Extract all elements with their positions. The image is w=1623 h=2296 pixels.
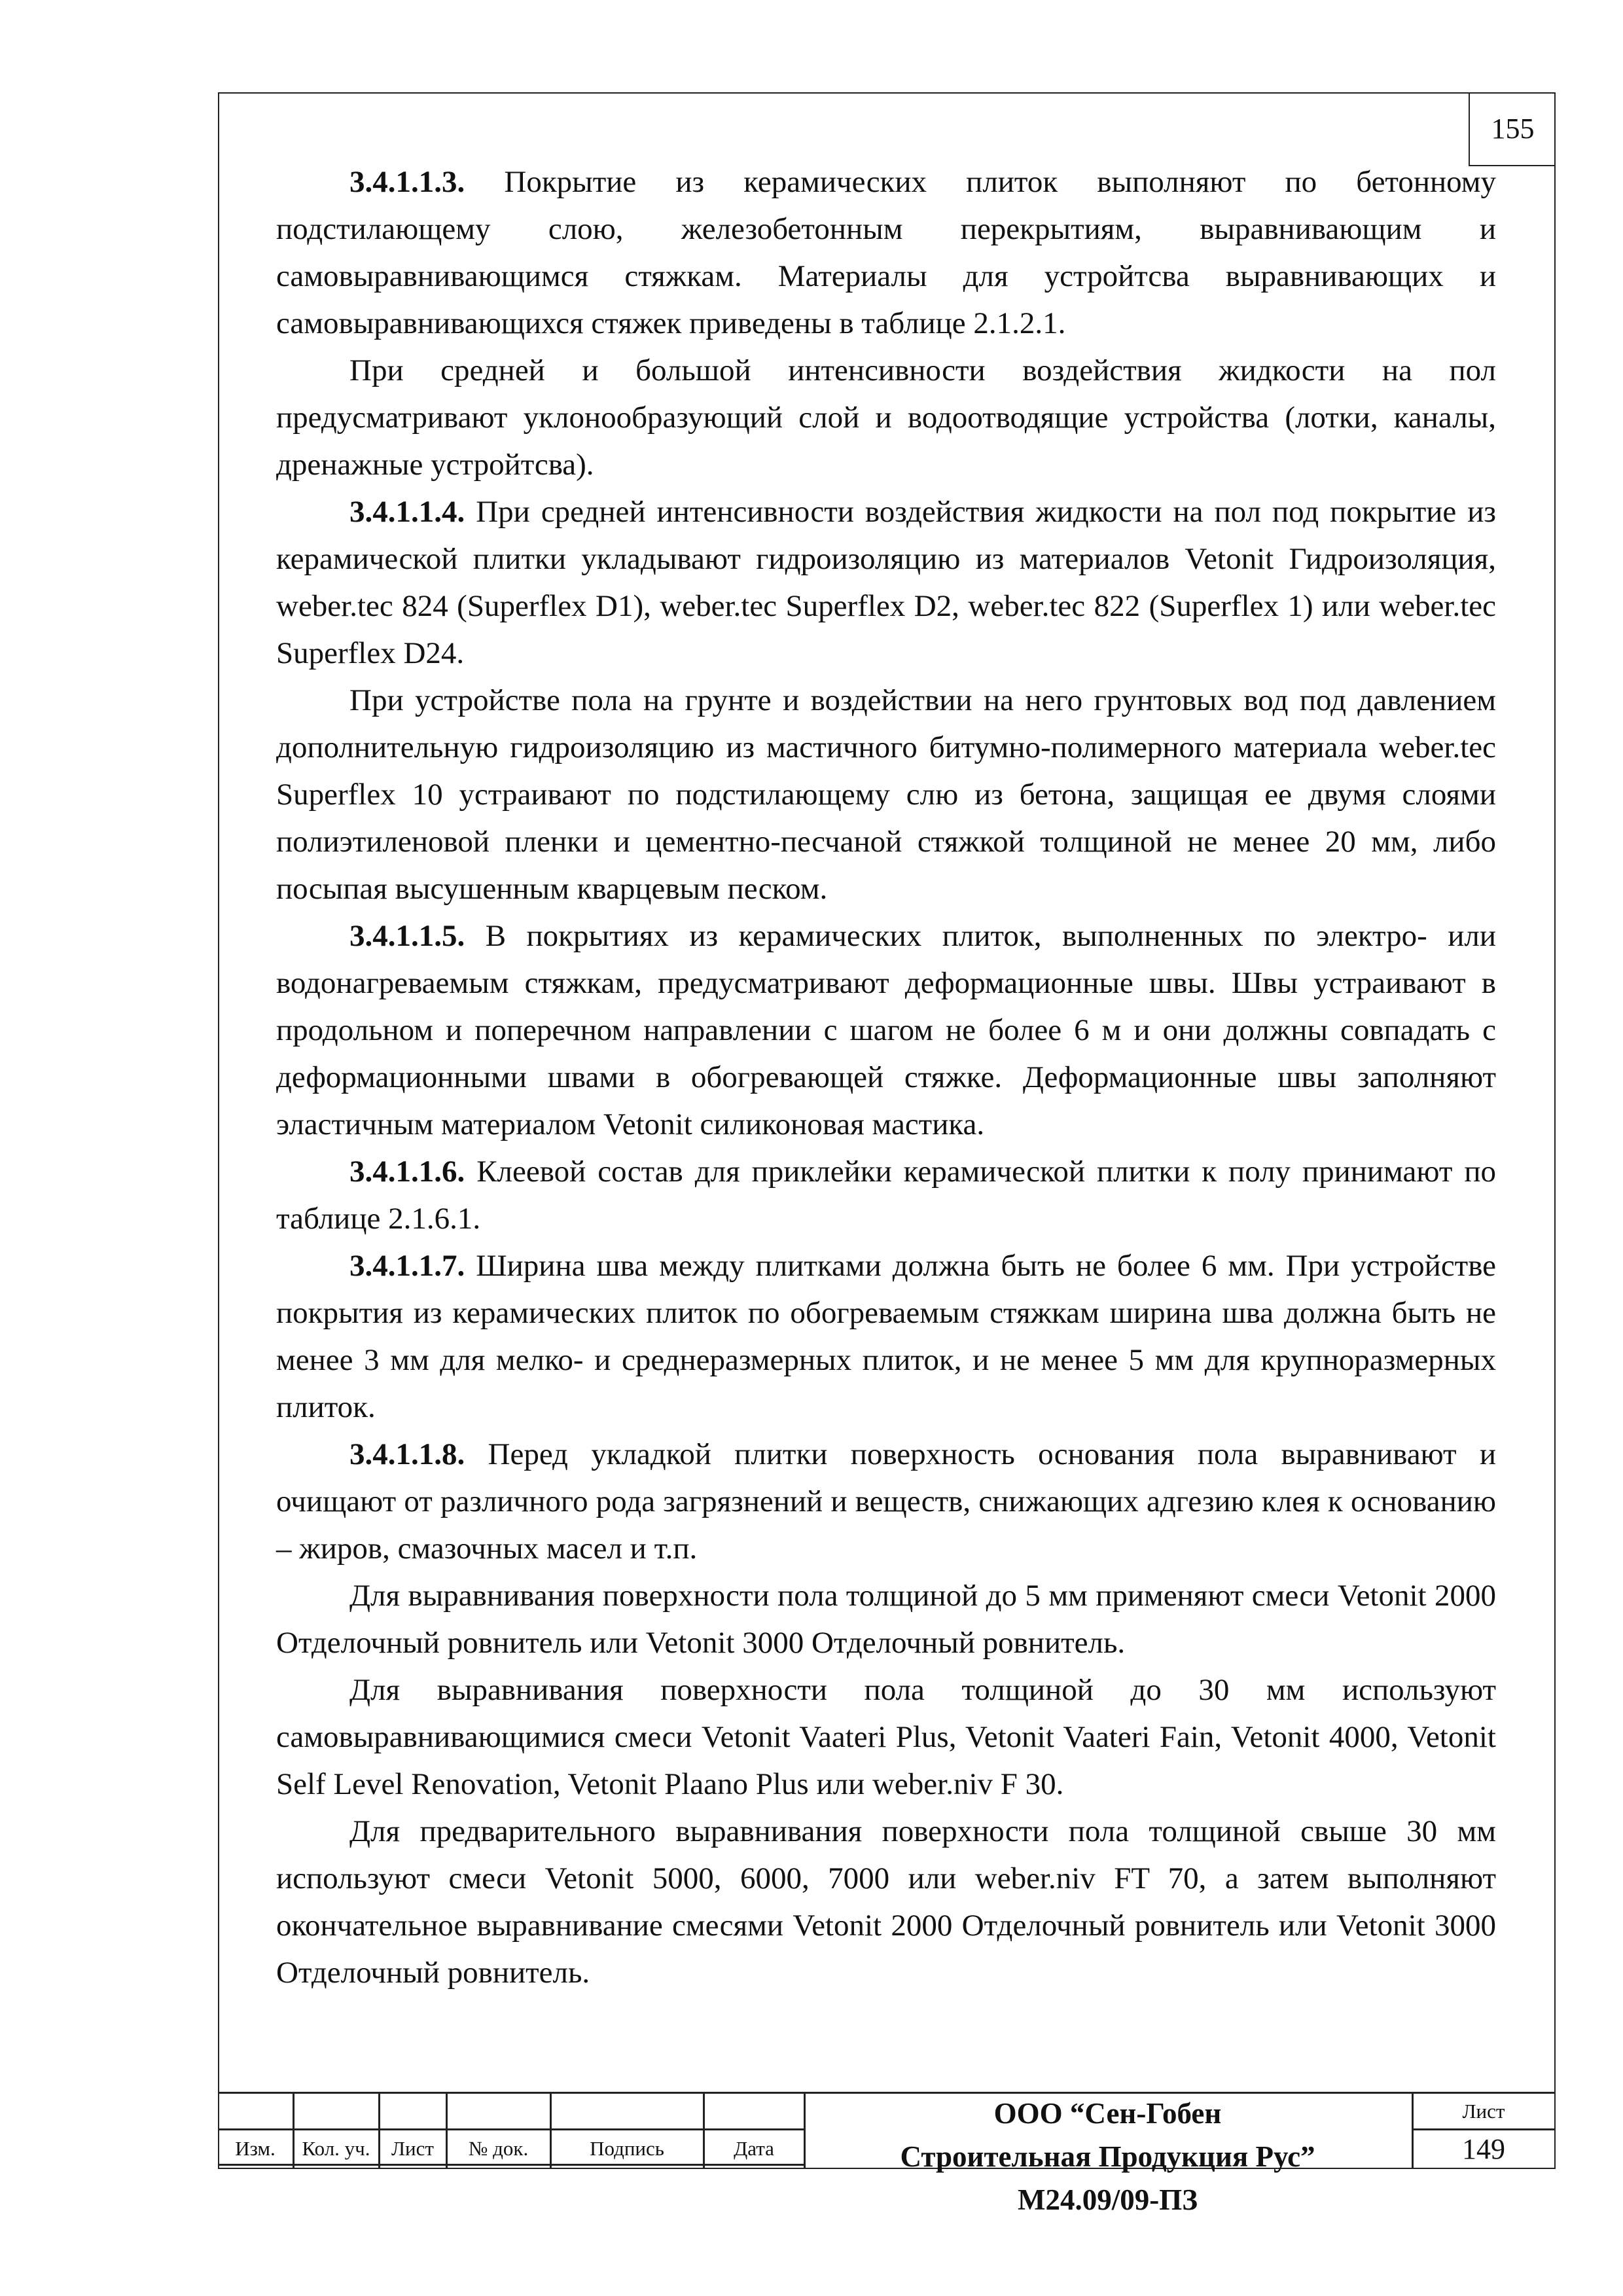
label-qty: Кол. уч. (302, 2137, 370, 2160)
paragraph (276, 677, 1496, 912)
label-change: Изм. (235, 2137, 276, 2160)
organization-name: ООО “Сен-Гобен (993, 2097, 1222, 2130)
sheet-label: Лист (1462, 2100, 1505, 2123)
paragraph (276, 1808, 1496, 1996)
title-block-row-line (218, 2128, 804, 2130)
organization-name-line2: Строительная Продукция Рус” (900, 2140, 1315, 2173)
paragraph-text: Покрытие из керамических плиток выполняют по бетонному подстилающему слою, железобетонным перекрытиям, выравнивающим и самовыравнивающимся стяжкам. Материалы для устройтсва выравнивающих и самовыравнивающихся стяжек приведены в таблице 2.1.2.1. (276, 165, 1496, 340)
paragraph-text: В покрытиях из керамических плиток, выполненных по электро- или водонагреваемым стяжкам, предусматривают деформационные швы. Швы устраивают в продольном и поперечном направлении с шагом не более 6 м и они должны совпадать с деформационными швами в обогревающей стяжке. Деформационные швы заполняют эластичным материалом Vetonit силиконовая мастика. (276, 919, 1496, 1141)
clause-number: 3.4.1.1.4. (349, 495, 465, 529)
clause-number: 3.4.1.1.7. (349, 1249, 465, 1283)
clause-number: 3.4.1.1.3. (349, 165, 465, 199)
paragraph (276, 488, 1496, 677)
paragraph-text: При средней интенсивности воздействия жидкости на пол под покрытие из керамической плитки укладывают гидроизоляцию из материалов Vetonit Гидроизоляция, weber.tec 824 (Superflex D1), weber.tec Superflex D2, weber.tec 822 (Superflex 1) или weber.tec Superflex D24. (276, 495, 1496, 670)
organization-block (804, 2092, 1412, 2221)
page-number-top: 155 (1469, 92, 1556, 166)
paragraph-text: Для выравнивания поверхности пола толщиной до 30 мм используют самовыравнивающимися смеси Vetonit Vaateri Plus, Vetonit Vaateri Fain, Vetonit 4000, Vetonit Self Level Renovation, Vetonit Plaano Plus или weber.niv F 30. (276, 1673, 1496, 1801)
clause-number: 3.4.1.1.6. (349, 1155, 465, 1189)
paragraph (276, 1148, 1496, 1242)
paragraph-text: При средней и большой интенсивности воздействия жидкости на пол предусматривают уклонообразующий слой и водоотводящие устройства (лотки, каналы, дренажные устройтсва). (276, 353, 1496, 482)
paragraph (276, 1572, 1496, 1666)
paragraph-text: Перед укладкой плитки поверхность основания пола выравнивают и очищают от различного рода загрязнений и веществ, снижающих адгезию клея к основанию – жиров, смазочных масел и т.п. (276, 1437, 1496, 1566)
paragraph-text: Клеевой состав для приклейки керамической плитки к полу принимают по таблице 2.1.6.1. (276, 1155, 1496, 1236)
paragraph (276, 158, 1496, 347)
paragraph (276, 347, 1496, 488)
paragraph (276, 1242, 1496, 1431)
document-code: М24.09/09-ПЗ (1018, 2183, 1198, 2216)
paragraph-text: При устройстве пола на грунте и воздействии на него грунтовых вод под давлением дополнительную гидроизоляцию из мастичного битумно-полимерного материала weber.tec Superflex 10 устраивают по подстилающему слю из бетона, защищая ее двумя слоями полиэтиленовой пленки и цементно-песчаной стяжкой толщиной не менее 20 мм, либо посыпая высушенным кварцевым песком. (276, 683, 1496, 906)
paragraph-text: Ширина шва между плитками должна быть не более 6 мм. При устройстве покрытия из керамических плиток по обогреваемым стяжкам ширина шва должна быть не менее 3 мм для мелко- и среднеразмерных плиток, и не менее 5 мм для крупноразмерных плиток. (276, 1249, 1496, 1424)
label-sheet: Лист (391, 2137, 434, 2160)
paragraph-text: Для выравнивания поверхности пола толщиной до 5 мм применяют смеси Vetonit 2000 Отделочный ровнитель или Vetonit 3000 Отделочный ровнитель. (276, 1579, 1496, 1660)
label-date: Дата (734, 2137, 774, 2160)
document-body (276, 158, 1496, 1996)
sheet-number: 149 (1462, 2132, 1505, 2165)
clause-number: 3.4.1.1.8. (349, 1437, 465, 1471)
label-doc-number: № док. (468, 2137, 529, 2160)
paragraph-text: Для предварительного выравнивания поверхности пола толщиной свыше 30 мм используют смеси Vetonit 5000, 6000, 7000 или weber.niv FT 70, а затем выполняют окончательное выравнивание смесями Vetonit 2000 Отделочный ровнитель или Vetonit 3000 Отделочный ровнитель. (276, 1814, 1496, 1990)
title-block-row-line (218, 2164, 804, 2166)
clause-number: 3.4.1.1.5. (349, 919, 465, 953)
label-signature: Подпись (590, 2137, 664, 2160)
paragraph (276, 912, 1496, 1148)
paragraph (276, 1666, 1496, 1808)
paragraph (276, 1431, 1496, 1572)
